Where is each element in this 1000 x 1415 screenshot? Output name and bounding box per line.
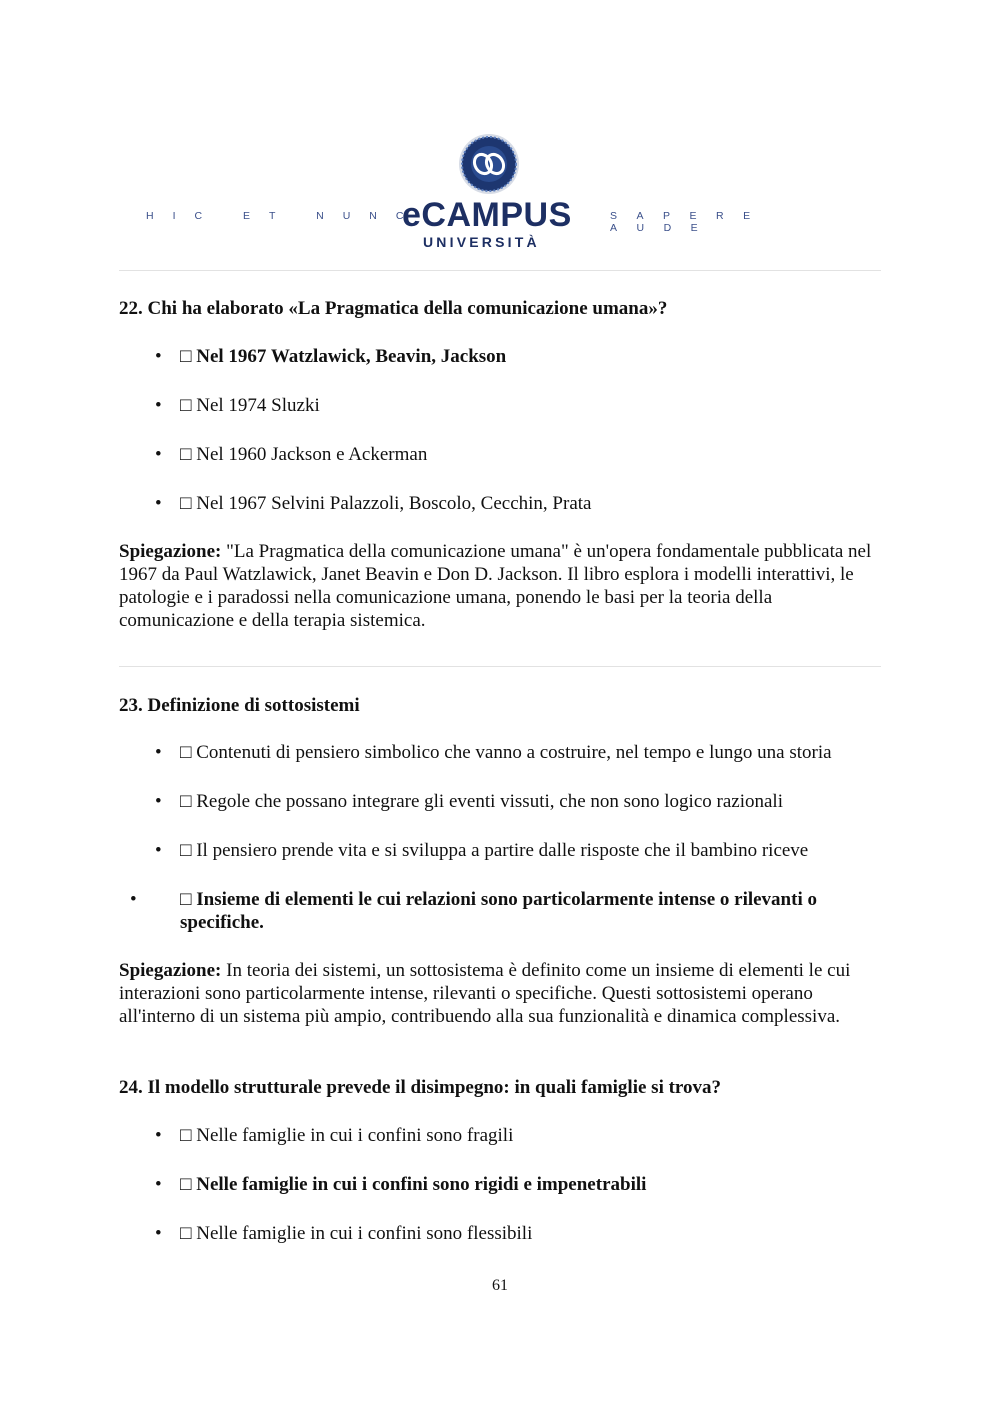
header-divider (119, 270, 881, 271)
question-23-option-2: • □ Regole che possano integrare gli eventi vissuti, che non sono logico razionali (155, 791, 783, 812)
question-24-option-2: • □ Nelle famiglie in cui i confini sono rigidi e impenetrabili (155, 1174, 647, 1195)
checkbox-icon: □ (180, 742, 192, 763)
checkbox-icon: □ (180, 889, 192, 910)
checkbox-icon: □ (180, 444, 192, 465)
question-23-option-1: • □ Contenuti di pensiero simbolico che vanno a costruire, nel tempo e lungo una storia (155, 742, 832, 763)
question-24-option-1: • □ Nelle famiglie in cui i confini sono fragili (155, 1125, 514, 1146)
checkbox-icon: □ (180, 493, 192, 514)
ecampus-seal-logo (453, 132, 525, 196)
question-24-option-3: • □ Nelle famiglie in cui i confini sono flessibili (155, 1223, 533, 1244)
motto-left: HIC ET NUNC (146, 210, 423, 222)
checkbox-icon: □ (180, 1125, 192, 1146)
checkbox-icon: □ (180, 346, 192, 367)
question-24-title: 24. Il modello strutturale prevede il disimpegno: in quali famiglie si trova? (119, 1077, 722, 1098)
question-22-option-2: • □ Nel 1974 Sluzki (155, 395, 320, 416)
checkbox-icon: □ (180, 791, 192, 812)
question-22-option-3: • □ Nel 1960 Jackson e Ackerman (155, 444, 428, 465)
question-23-option-3: • □ Il pensiero prende vita e si sviluppa a partire dalle risposte che il bambino riceve (155, 840, 809, 861)
question-22-explanation: Spiegazione: "La Pragmatica della comunicazione umana" è un'opera fondamentale pubblicata nel 1967 da Paul Watzlawick, Janet Beavin e Don D. Jackson. Il libro esplora i modelli interattivi, le patologie e i paradossi nella comunicazione umana, ponendo le basi per la teoria della comunicazione e della terapia sistemica. (119, 541, 872, 631)
ecampus-wordmark: eCAMPUS (402, 196, 572, 234)
question-23-explanation: Spiegazione: In teoria dei sistemi, un sottosistema è definito come un insieme di elementi le cui interazioni sono particolarmente intense, rilevanti o specifiche. Questi sottosistemi operano all'interno di un sistema più ampio, contribuendo alla sua funzionalità e dinamica complessiva. (119, 960, 851, 1027)
page-number: 61 (492, 1277, 508, 1294)
question-23-title: 23. Definizione di sottosistemi (119, 695, 360, 716)
question-22-option-4: • □ Nel 1967 Selvini Palazzoli, Boscolo, Cecchin, Prata (155, 493, 592, 514)
checkbox-icon: □ (180, 395, 192, 416)
header (120, 130, 880, 255)
universita-label: UNIVERSITÀ (423, 234, 540, 250)
question-22-option-1: • □ Nel 1967 Watzlawick, Beavin, Jackson (155, 346, 507, 367)
motto-right: SAPERE AUDE (610, 210, 770, 234)
checkbox-icon: □ (180, 1223, 192, 1244)
question-22-title: 22. Chi ha elaborato «La Pragmatica della comunicazione umana»? (119, 298, 668, 319)
section-divider (119, 666, 881, 667)
checkbox-icon: □ (180, 1174, 192, 1195)
checkbox-icon: □ (180, 840, 192, 861)
question-23-option-4: • □ Insieme di elementi le cui relazioni sono particolarmente intense o rilevanti o specifiche. (130, 889, 817, 933)
